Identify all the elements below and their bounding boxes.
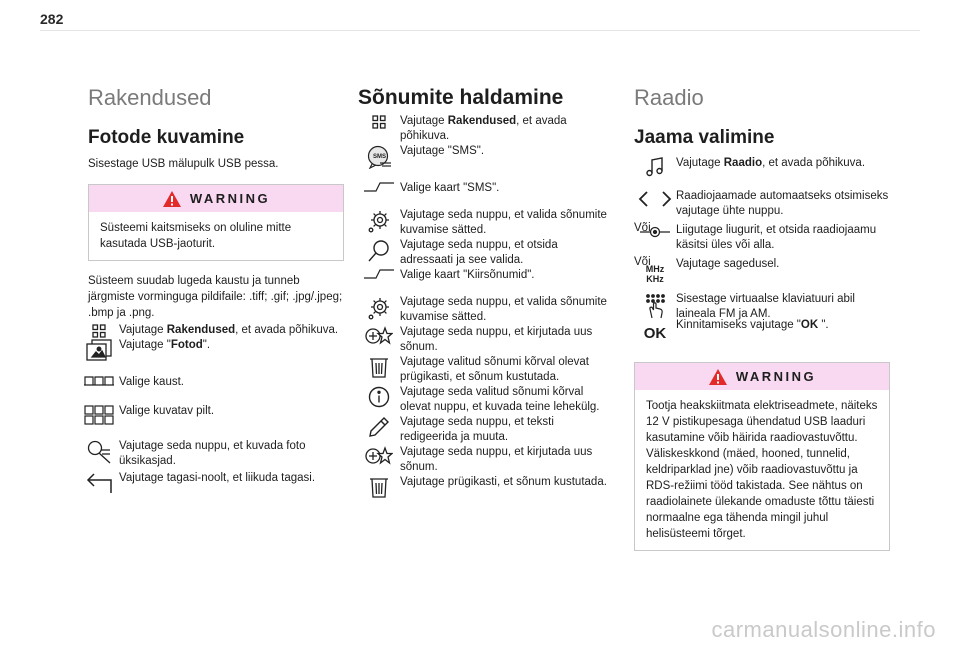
keypad-icon: [638, 292, 672, 319]
or-label: Või: [634, 256, 651, 268]
step-text: Vajutage seda nuppu, et kirjutada uus sõnum.: [400, 446, 593, 473]
music-note-icon: [638, 156, 672, 177]
supported-formats-text: Süsteem suudab lugeda kaustu ja tunneb järgmiste vorminguga pildifaile: .tiff; .gif; .jpg/.jpeg; .bmp ja .png.: [88, 275, 343, 319]
step-text: Kinnitamiseks vajutage "OK ".: [676, 319, 829, 331]
column-radio: [634, 82, 890, 551]
step-row: [358, 415, 608, 445]
folder-tabs-icon: [82, 375, 116, 386]
step-row: [634, 257, 890, 284]
step-text: Vajutage prügikasti, et sõnum kustutada.: [400, 476, 607, 488]
apps-grid-icon: [82, 323, 116, 338]
step-text: Vajutage tagasi-noolt, et liikuda tagasi.: [119, 472, 316, 484]
step-text: Vajutage seda nuppu, et valida sõnumite kuvamise sätted.: [400, 209, 607, 236]
step-row: [358, 475, 608, 498]
chevrons-icon: [638, 189, 672, 208]
step-text: Vajutage Rakendused, et avada põhikuva.: [119, 324, 339, 336]
step-text: Vajutage seda valitud sõnumi kõrval olevat nuppu, et kuvada teine lehekülg.: [400, 386, 600, 413]
step-text: Vajutage valitud sõnumi kõrval olevat prügikasti, et sõnum kustutada.: [400, 356, 590, 383]
step-row: [358, 268, 608, 283]
step-row: [88, 375, 346, 390]
svg-text:SMS: SMS: [373, 154, 387, 160]
step-row: [88, 323, 346, 338]
photos-icon: [82, 338, 116, 361]
step-row: [88, 471, 346, 494]
warning-title: WARNING: [735, 369, 817, 384]
step-text: Vajutage seda nuppu, et teksti redigeerida ja muuta.: [400, 416, 554, 443]
subtitle-photos: Fotode kuvamine: [88, 127, 245, 148]
step-row: [358, 208, 608, 238]
tab-icon: [362, 181, 396, 192]
step-row: [88, 338, 346, 361]
warning-triangle-icon: [708, 368, 728, 386]
step-row: [88, 439, 346, 469]
trash-icon: [362, 355, 396, 378]
column-applications: [88, 82, 346, 494]
step-text: Sisestage virtuaalse klaviatuuri abil laineala FM ja AM.: [676, 293, 855, 320]
section-title-messages: Sõnumite haldamine: [358, 86, 564, 109]
warning-text: Süsteemi kaitsmiseks on oluline mitte kasutada USB-jaoturit.: [100, 222, 292, 250]
step-text: Valige kaart "Kiirsõnumid".: [400, 269, 535, 281]
warning-triangle-icon: [162, 190, 182, 208]
step-row: [634, 223, 890, 253]
watermark: carmanualsonline.info: [711, 617, 936, 642]
step-text: Liigutage liugurit, et otsida raadiojaamu käsitsi üles või alla.: [676, 224, 877, 251]
intro-text: Sisestage USB mälupulk USB pessa.: [88, 158, 279, 170]
step-row: [358, 144, 608, 169]
or-label: Või: [634, 222, 651, 234]
mhz-khz-icon: MHz KHz: [645, 264, 665, 284]
step-row: [88, 404, 346, 425]
step-text: Raadiojaamade automaatseks otsimiseks vajutage ühte nuppu.: [676, 190, 889, 217]
top-rule: [40, 30, 920, 31]
warning-title: WARNING: [189, 191, 271, 206]
step-text: Vajutage seda nuppu, et valida sõnumite kuvamise sätted.: [400, 296, 607, 323]
write-star-icon: [362, 445, 396, 466]
warning-box-usb: [88, 184, 344, 261]
section-title-applications: Rakendused: [88, 85, 212, 110]
apps-grid-icon: [362, 114, 396, 129]
touch-detail-icon: [82, 439, 116, 464]
warning-header: [635, 363, 889, 390]
pencil-icon: [362, 415, 396, 438]
warning-header: [89, 185, 343, 212]
step-text: Vajutage seda nuppu, et kirjutada uus sõnum.: [400, 326, 593, 353]
page-number: 282: [40, 11, 64, 27]
step-row: [358, 295, 608, 325]
subtitle-station-selection: Jaama valimine: [634, 127, 775, 148]
sms-icon: [362, 144, 396, 169]
picture-grid-icon: [82, 404, 116, 425]
step-row: [358, 181, 608, 196]
step-row: [634, 189, 890, 219]
tab-icon: [362, 268, 396, 279]
step-text: Vajutage Raadio, et avada põhikuva.: [676, 157, 866, 169]
step-text: Valige kaust.: [119, 376, 184, 388]
step-row: [358, 325, 608, 355]
step-text: Vajutage sagedusel.: [676, 258, 780, 270]
step-row: [358, 238, 608, 268]
settings-icon: [362, 295, 396, 320]
step-row: [358, 385, 608, 415]
search-icon: [362, 238, 396, 263]
step-text: Vajutage "Fotod".: [119, 339, 211, 351]
trash-icon: [362, 475, 396, 498]
step-row: [358, 445, 608, 475]
back-arrow-icon: [82, 471, 116, 494]
info-icon: [362, 385, 396, 408]
step-row: [358, 114, 608, 144]
write-star-icon: [362, 325, 396, 346]
step-text: Valige kuvatav pilt.: [119, 405, 215, 417]
step-text: Vajutage "SMS".: [400, 145, 485, 157]
slider-icon: [638, 223, 672, 240]
settings-icon: [362, 208, 396, 233]
step-text: Vajutage seda nuppu, et kuvada foto üksikasjad.: [119, 440, 306, 467]
step-text: Vajutage seda nuppu, et otsida adressaati ja see valida.: [400, 239, 558, 266]
step-text: Valige kaart "SMS".: [400, 182, 500, 194]
warning-text: Tootja heakskiitmata elektriseadmete, näiteks 12 V pistikupesaga ühendatud USB laaduri kasutamine võib häirida raadiovastuvõttu. Väliskeskkond (mäed, hooned, tunnelid, keldriparklad jne) võib raadiovastuvõttu ja RDS-režiimi tööd takistada. See nähtus on raadiolainete ülekande omaduste tõttu täiesti normaalne ega tähenda mingil juhul helisüsteemi tõrget.: [646, 400, 878, 540]
warning-box-radio: [634, 362, 890, 551]
step-row: [358, 355, 608, 385]
section-title-radio: Raadio: [634, 85, 704, 110]
column-messages: [358, 84, 608, 498]
ok-icon: OK: [643, 325, 667, 342]
step-text: Vajutage Rakendused, et avada põhikuva.: [400, 115, 567, 142]
step-row: [634, 156, 890, 177]
